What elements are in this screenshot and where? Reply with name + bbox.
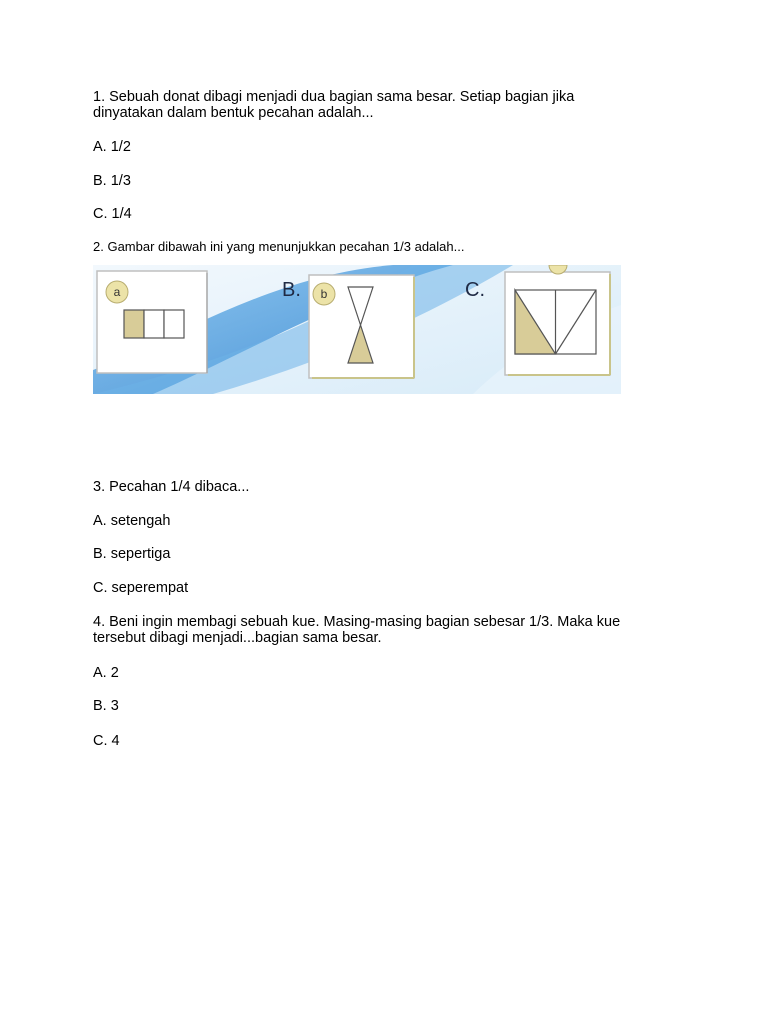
option-a-panel [97,271,207,373]
option-b-letter: B. [282,279,301,301]
question-3: 3. Pecahan 1/4 dibaca... [93,479,250,495]
option-c-letter: C. [465,279,485,301]
question-2-figure [93,265,621,394]
badge-a-label: a [113,285,121,299]
question-4-line-2: tersebut dibagi menjadi...bagian sama besar. [93,630,382,646]
question-4 [93,614,733,646]
question-4-option-b: B. 3 [93,698,119,714]
question-3-option-a: A. setengah [93,513,171,529]
question-1-line-2: dinyatakan dalam bentuk pecahan adalah... [93,105,374,121]
question-4-option-a: A. 2 [93,665,119,681]
option-c-panel [505,265,610,375]
question-1-option-c: C. 1/4 [93,206,132,222]
question-2: 2. Gambar dibawah ini yang menunjukkan pecahan 1/3 adalah... [93,239,465,254]
question-1-option-a: A. 1/2 [93,139,131,155]
question-1-option-b: B. 1/3 [93,173,131,189]
shaded-part [124,310,144,338]
fraction-figure-image [93,265,621,394]
question-3-option-b: B. sepertiga [93,546,171,562]
question-1-line-1: 1. Sebuah donat dibagi menjadi dua bagian sama besar. Setiap bagian jika [93,89,575,105]
question-3-option-c: C. seperempat [93,580,189,596]
question-1 [93,89,693,121]
question-4-option-c: C. 4 [93,733,120,749]
question-4-line-1: 4. Beni ingin membagi sebuah kue. Masing-masing bagian sebesar 1/3. Maka kue [93,614,621,630]
badge-b-label: b [320,287,328,301]
option-b-panel [309,275,414,378]
